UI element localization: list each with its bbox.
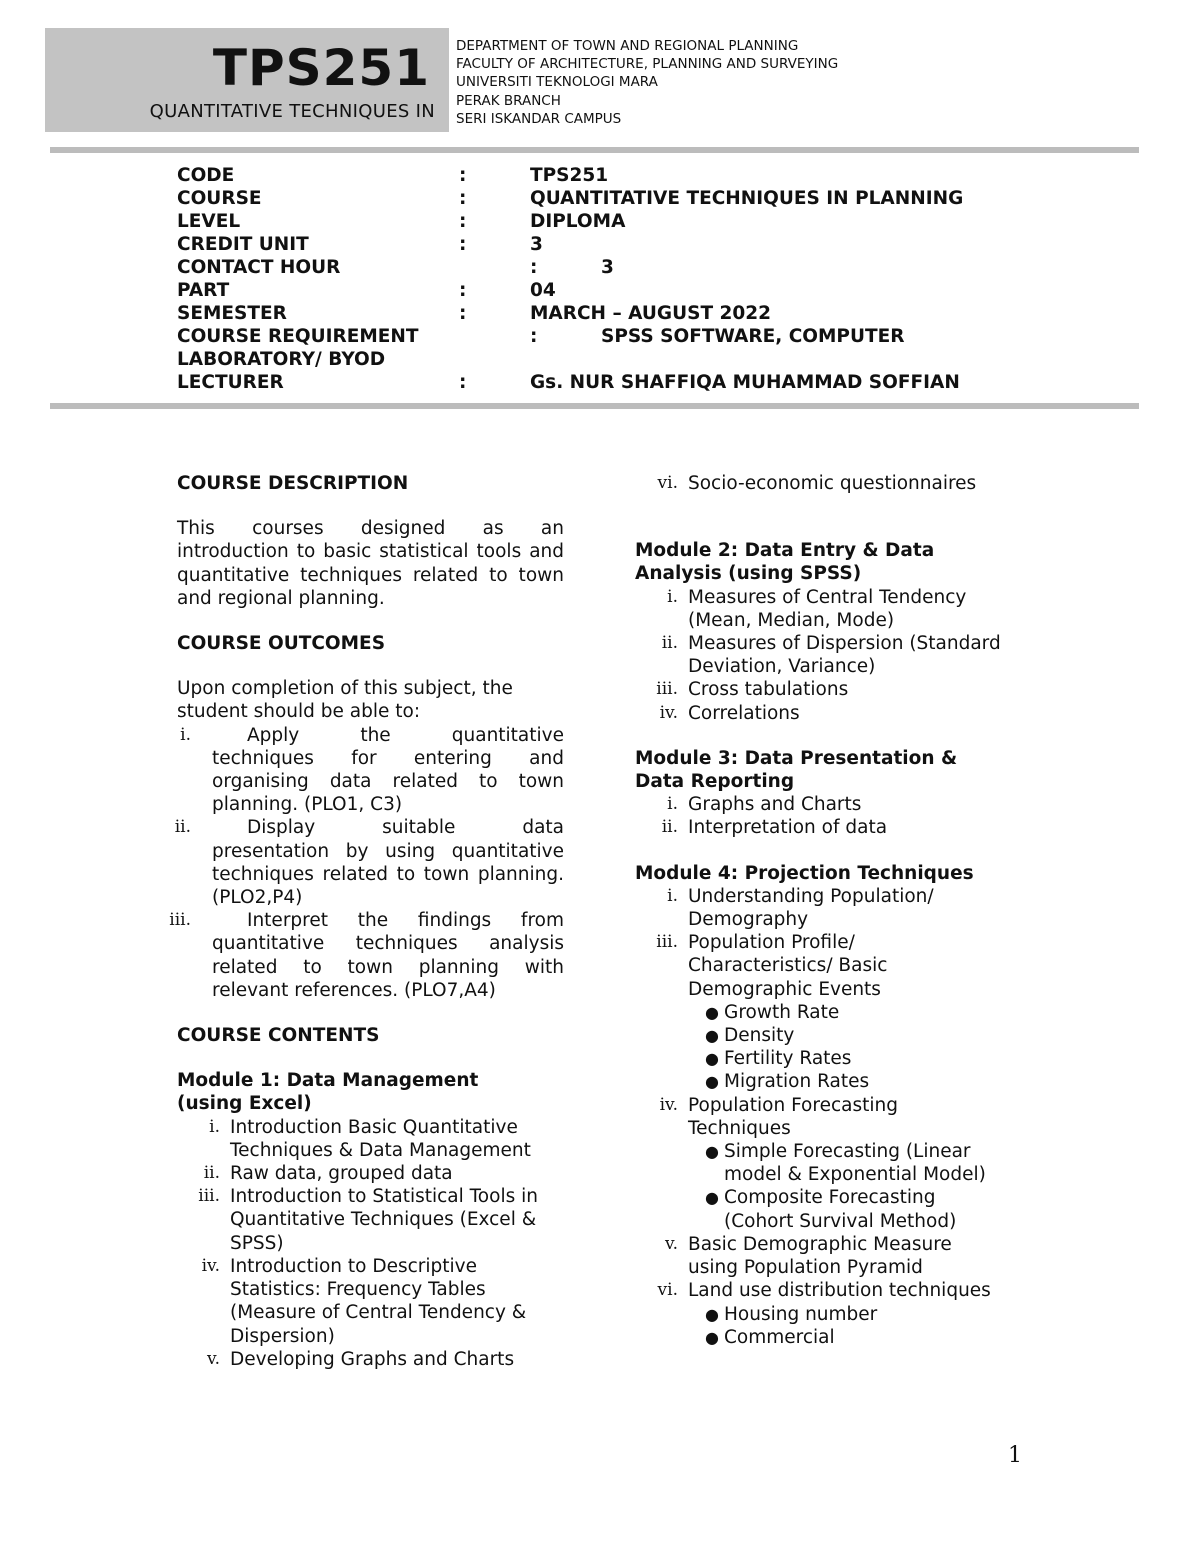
module2-title: Module 2: Data Entry & Data Analysis (using SPSS) (635, 540, 935, 585)
list-item (667, 793, 1035, 816)
sub-bullet-item (705, 1024, 1028, 1047)
info-label: CREDIT UNIT (177, 234, 309, 255)
info-colon: : (459, 280, 467, 301)
item-text: Basic Demographic Measure using Population Pyramid (688, 1233, 952, 1279)
info-label: LECTURER (177, 372, 284, 393)
item-number: vi. (657, 1280, 678, 1301)
item-text: Raw data, grouped data (230, 1163, 453, 1185)
outcome-number: iii. (169, 910, 191, 931)
module4-title: Module 4: Projection Techniques (635, 862, 974, 884)
sub-bullet-item (705, 1140, 1028, 1186)
list-item (201, 1255, 560, 1348)
sub-bullet-item (705, 1070, 1028, 1093)
info-value: SPSS SOFTWARE, COMPUTER (601, 326, 905, 347)
outcome-first-text: Display suitable data (247, 817, 564, 839)
bullet-icon: ● (705, 1049, 719, 1069)
list-item (665, 1233, 978, 1279)
sub-bullet-item (705, 1326, 1028, 1349)
info-value: QUANTITATIVE TECHNIQUES IN PLANNING (530, 188, 964, 209)
sub-bullet-text: Fertility Rates (724, 1048, 852, 1070)
info-label: LEVEL (177, 211, 241, 232)
outcome-first-text: Interpret the findings from (247, 910, 564, 932)
bullet-icon: ● (705, 1304, 719, 1324)
item-number: i. (667, 794, 678, 815)
info-colon: : (459, 165, 467, 186)
divider-bottom (50, 403, 1139, 409)
department-line: SERI ISKANDAR CAMPUS (456, 110, 622, 127)
course-info-table (177, 164, 1077, 399)
item-text: Introduction Basic Quantitative Techniques & Data Management (230, 1116, 531, 1161)
item-text: Land use distribution techniques (688, 1280, 991, 1302)
outcome-first-line (212, 816, 564, 839)
module1-continued-list (635, 472, 1035, 495)
item-text: Introduction to Statistical Tools in Quantitative Techniques (Excel & SPSS) (230, 1186, 538, 1254)
sub-bullet-text: Growth Rate (724, 1001, 840, 1023)
list-item (207, 1348, 560, 1371)
course-subtitle: QUANTITATIVE TECHNIQUES IN (149, 101, 435, 122)
item-text: Population Forecasting Techniques (688, 1094, 898, 1139)
page-number: 1 (1008, 1443, 1022, 1468)
info-value: 04 (530, 280, 556, 301)
info-value: 3 (530, 234, 543, 255)
item-text: Understanding Population/ Demography (688, 885, 934, 931)
sub-bullet-item (705, 1047, 1028, 1070)
item-text: Developing Graphs and Charts (230, 1348, 515, 1370)
right-column (635, 472, 1035, 1349)
item-text: Measures of Dispersion (Standard Deviation, Variance) (688, 633, 1001, 678)
item-text: Cross tabulations (688, 679, 849, 701)
sub-bullet-list (688, 1303, 1028, 1349)
item-text: Correlations (688, 702, 800, 724)
info-value: TPS251 (530, 165, 609, 186)
list-item (209, 1116, 560, 1162)
list-item (667, 586, 1033, 632)
info-label: LABORATORY/ BYOD (177, 349, 386, 370)
info-label: CONTACT HOUR (177, 257, 341, 278)
outcome-first-text: Apply the quantitative (247, 724, 564, 746)
item-number: i. (667, 586, 678, 607)
department-line: PERAK BRANCH (456, 92, 561, 109)
module3-list (635, 793, 1035, 839)
item-text: Measures of Central Tendency (Mean, Median, Mode) (688, 586, 967, 631)
sub-bullet-list (688, 1140, 1028, 1233)
module3-title: Module 3: Data Presentation & Data Reporting (635, 747, 958, 793)
sub-bullet-item (705, 1303, 1028, 1326)
item-text: Population Profile/ Characteristics/ Basic Demographic Events (688, 932, 888, 1000)
department-block (456, 37, 838, 128)
sub-bullet-text: Composite Forecasting (Cohort Survival Method) (724, 1187, 957, 1232)
info-label: CODE (177, 165, 235, 186)
sub-bullet-item (705, 1001, 1028, 1024)
sub-bullet-text: Density (724, 1025, 795, 1047)
item-number: v. (665, 1233, 678, 1254)
bullet-icon: ● (705, 1072, 719, 1092)
sub-bullet-text: Simple Forecasting (Linear model & Exponential Model) (724, 1141, 986, 1186)
module4-list (635, 885, 1028, 1349)
course-code-title: TPS251 (212, 39, 430, 97)
bullet-icon: ● (705, 1142, 719, 1162)
item-number: iv. (659, 1094, 678, 1115)
item-text: Introduction to Descriptive Statistics: Frequency Tables (Measure of Central Tendency & Dispersion) (230, 1255, 527, 1347)
list-item (656, 931, 1028, 1093)
item-number: i. (667, 885, 678, 906)
item-number: ii. (661, 817, 678, 838)
item-number: iii. (656, 679, 678, 700)
module2-list (635, 586, 1033, 725)
info-colon: : (459, 211, 467, 232)
info-value: Gs. NUR SHAFFIQA MUHAMMAD SOFFIAN (530, 372, 960, 393)
info-label: SEMESTER (177, 303, 287, 324)
info-colon: : (459, 303, 467, 324)
info-colon: : (459, 372, 467, 393)
sub-bullet-text: Commercial (724, 1326, 835, 1348)
info-value: 3 (601, 257, 614, 278)
list-item (661, 816, 1035, 839)
list-item (659, 1094, 1028, 1233)
outcome-item (169, 909, 564, 1002)
item-number: v. (207, 1348, 220, 1369)
item-number: iv. (659, 702, 678, 723)
list-item (657, 472, 1035, 495)
divider-top (50, 147, 1139, 153)
info-colon: : (459, 234, 467, 255)
info-value: DIPLOMA (530, 211, 626, 232)
department-line: UNIVERSITI TEKNOLOGI MARA (456, 74, 658, 91)
item-number: vi. (657, 473, 678, 493)
outcome-number: ii. (174, 817, 191, 838)
outcome-item (174, 816, 564, 909)
course-description-text: introduction to basic statistical tools and quantitative techniques related to town and regional planning. (177, 541, 564, 609)
bullet-icon: ● (705, 1188, 719, 1208)
list-item (661, 632, 1033, 678)
department-line: DEPARTMENT OF TOWN AND REGIONAL PLANNING (456, 38, 799, 54)
item-text: Socio-economic questionnaires (688, 473, 977, 494)
outcome-text: presentation by using quantitative techniques related to town planning. (PLO2,P4) (212, 840, 564, 909)
course-outcomes-heading: COURSE OUTCOMES (177, 633, 386, 655)
sub-bullet-text: Housing number (724, 1303, 878, 1325)
info-label: PART (177, 280, 230, 301)
module1-list (177, 1116, 560, 1371)
info-colon: : (459, 188, 467, 209)
info-value: MARCH – AUGUST 2022 (530, 303, 772, 324)
course-description-line1: This courses designed as an (177, 518, 564, 540)
item-number: iii. (198, 1186, 220, 1207)
bullet-icon: ● (705, 1002, 719, 1022)
list-item (667, 885, 958, 931)
list-item (657, 1279, 1028, 1349)
item-number: iii. (656, 932, 678, 953)
item-number: ii. (661, 633, 678, 654)
item-number: iv. (201, 1255, 220, 1276)
outcome-number: i. (180, 724, 191, 745)
item-number: i. (209, 1116, 220, 1137)
course-contents-heading: COURSE CONTENTS (177, 1025, 380, 1047)
outcome-first-line (212, 724, 564, 747)
bullet-icon: ● (705, 1026, 719, 1046)
list-item (203, 1162, 560, 1185)
item-text: Graphs and Charts (688, 794, 862, 816)
sub-bullet-text: Migration Rates (724, 1071, 870, 1093)
list-item (198, 1185, 560, 1255)
left-column (169, 472, 564, 1371)
info-colon: : (530, 326, 538, 347)
list-item (656, 678, 1033, 701)
outcome-first-line (212, 909, 564, 932)
department-line: FACULTY OF ARCHITECTURE, PLANNING AND SURVEYING (456, 56, 839, 73)
bullet-icon: ● (705, 1327, 719, 1347)
sub-bullet-item (705, 1186, 1028, 1232)
sub-bullet-list (688, 1001, 1028, 1094)
info-label: COURSE REQUIREMENT (177, 326, 419, 347)
course-outcomes-intro: Upon completion of this subject, the student should be able to: (177, 678, 513, 723)
outcome-text: quantitative techniques analysis related to town planning with relevant references. (PLO7,A4) (212, 933, 564, 1001)
info-colon: : (530, 257, 538, 278)
outcome-item (177, 724, 564, 817)
outcome-text: techniques for entering and organising data related to town planning. (PLO1, C3) (212, 747, 564, 816)
course-description-heading: COURSE DESCRIPTION (177, 473, 409, 494)
list-item (659, 702, 1033, 725)
item-text: Interpretation of data (688, 817, 888, 839)
module1-title: Module 1: Data Management (using Excel) (177, 1070, 479, 1115)
item-number: ii. (203, 1163, 220, 1184)
info-label: COURSE (177, 188, 262, 209)
